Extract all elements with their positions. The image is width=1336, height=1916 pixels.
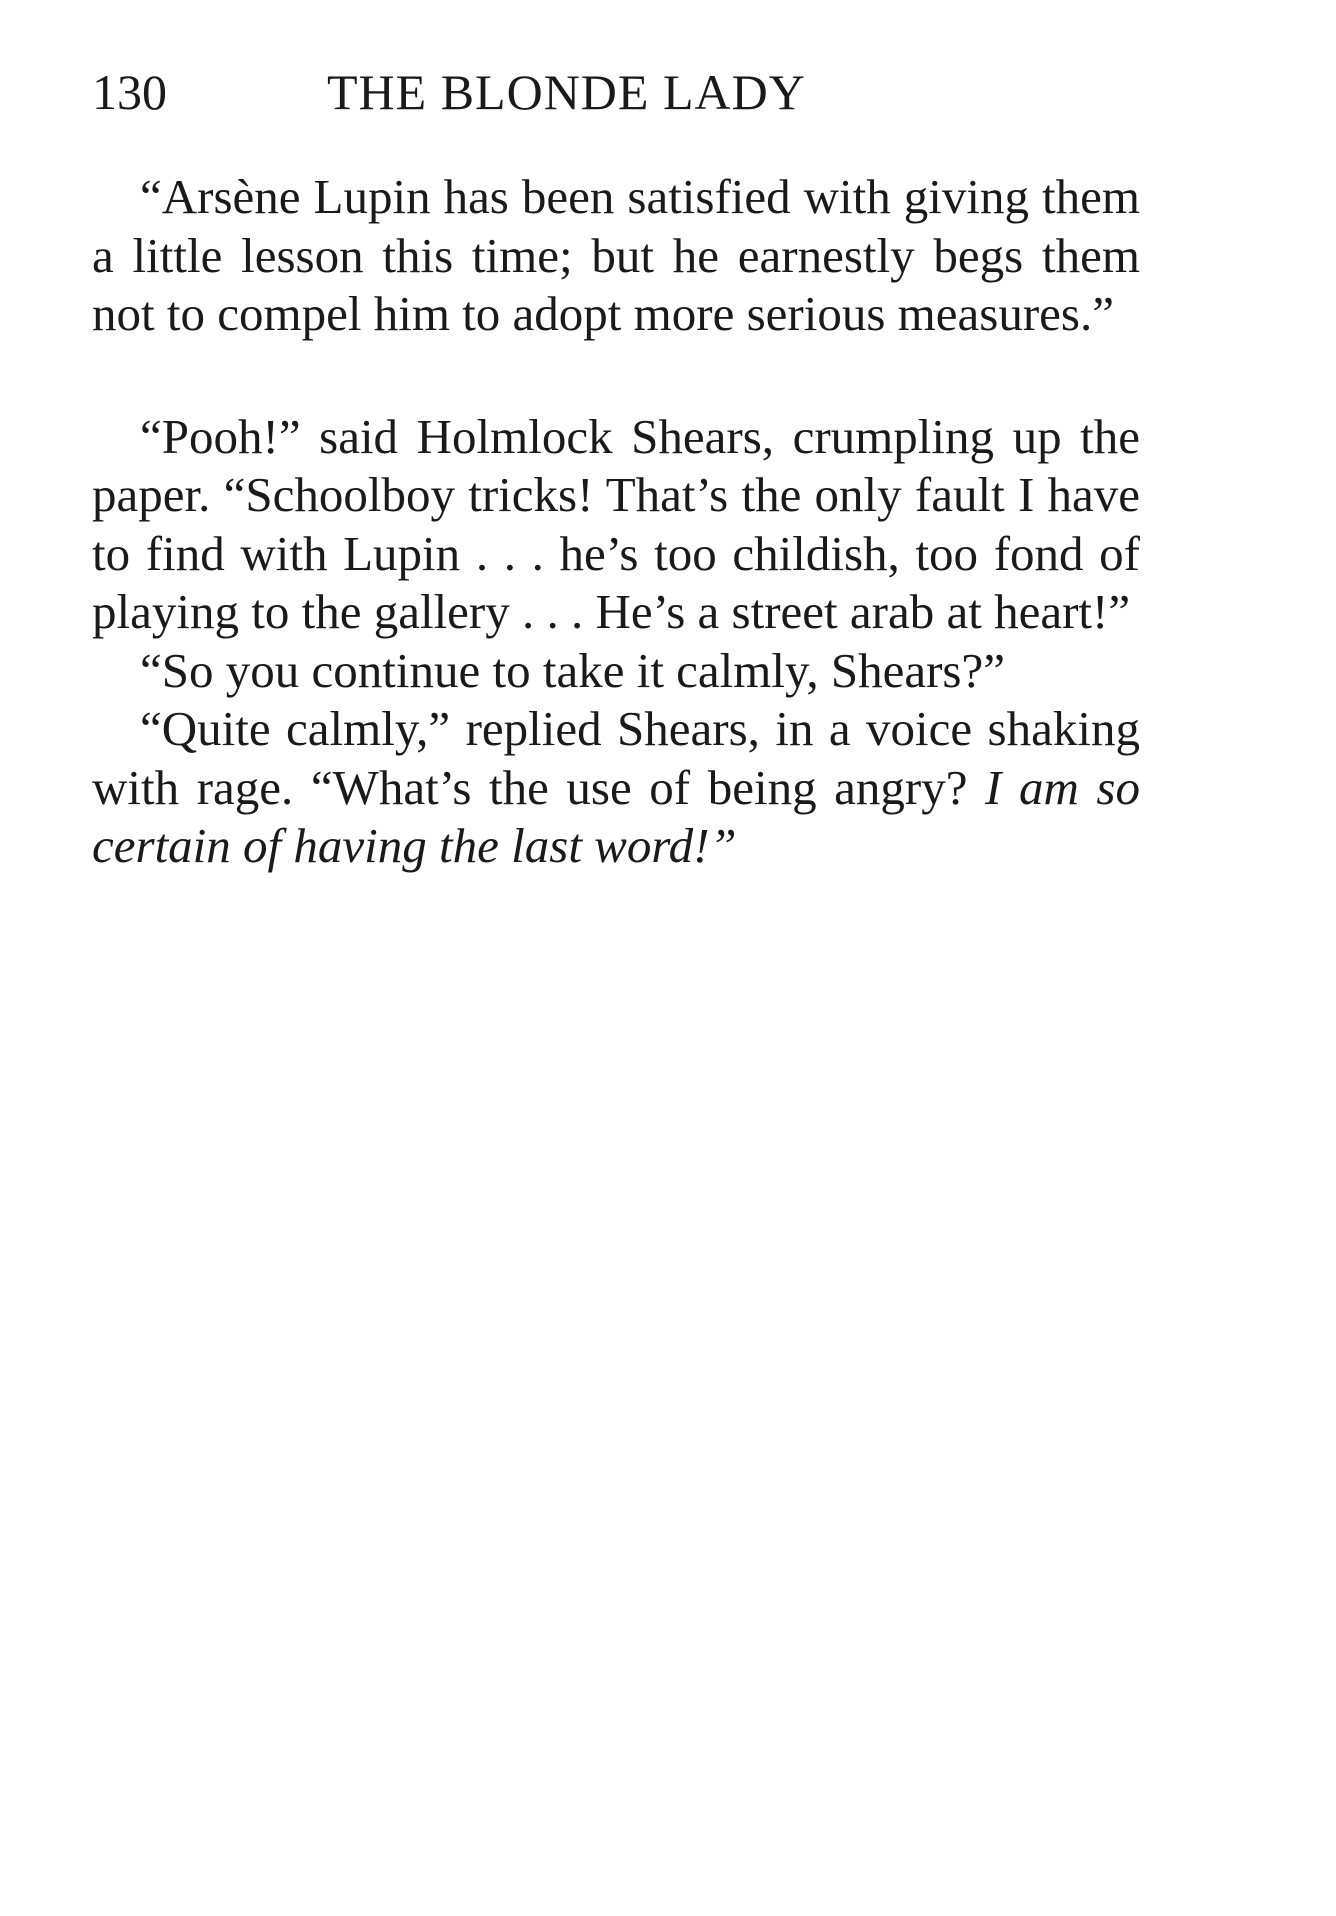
paragraph-gap xyxy=(92,344,1140,408)
paragraph-italic-text: I am so certain of having the last word!” xyxy=(92,759,1140,873)
body-text xyxy=(92,168,1140,876)
paragraph-roman-text: “Quite calmly,” replied Shears, in a voice shaking with rage. “What’s the use of being angry? xyxy=(92,701,1140,815)
paragraph-quite-calmly xyxy=(92,700,1140,876)
paragraph-pooh: “Pooh!” said Holmlock Shears, crumpling up the paper. “Schoolboy tricks! That’s the only fault I have to find with Lupin . . . he’s too childish, too fond of playing to the gallery . . . He’s a street arab at heart!” xyxy=(92,408,1140,639)
paragraph-lupin-message: “Arsène Lupin has been satisfied with giving them a little lesson this time; but he earnestly begs them not to compel him to adopt more serious measures.” xyxy=(92,169,1140,341)
page-header xyxy=(92,62,1142,122)
running-title: THE BLONDE LADY xyxy=(327,64,806,120)
paragraph-calmly-question: “So you continue to take it calmly, Shears?” xyxy=(140,642,1005,698)
page-number: 130 xyxy=(92,64,167,120)
